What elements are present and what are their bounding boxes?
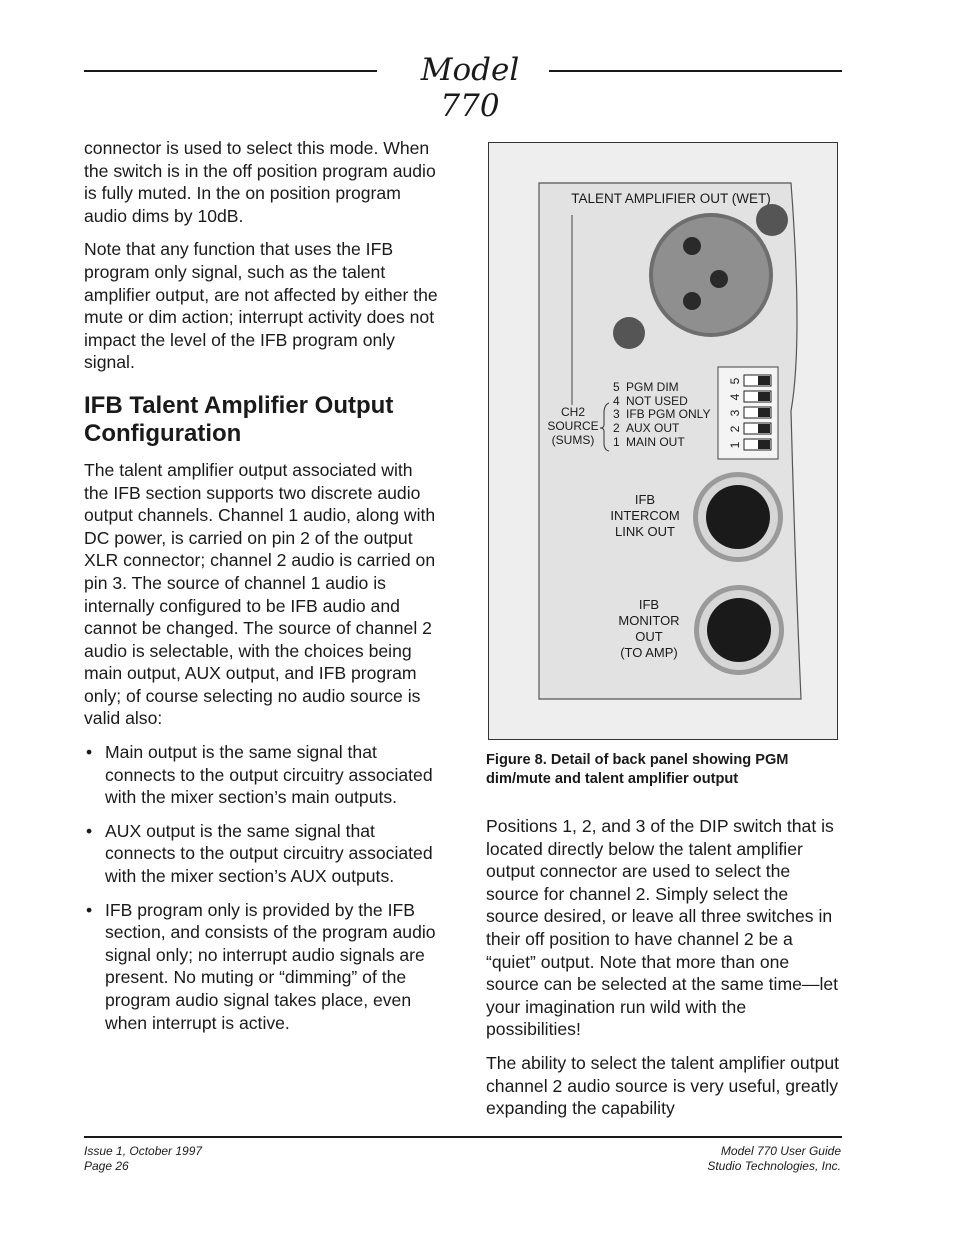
paragraph: Positions 1, 2, and 3 of the DIP switch that is located directly below the talent amplifier output connector are used to select the source for channel 2. Simply select the source desired, or leave all three switches in their off position to have channel 2 be a “quiet” output. Note that more than one source can be selected at the same time—let your imagination run wild with the possibilities! — [486, 816, 839, 1040]
page-header-title: Model 770 — [420, 52, 520, 124]
list-item — [84, 820, 440, 888]
paragraph: The ability to select the talent amplifier output channel 2 audio source is very useful, greatly expanding the capability — [486, 1052, 840, 1119]
ifb-monitor-jack — [707, 598, 771, 662]
list-item — [84, 899, 440, 1035]
paragraph: connector is used to select this mode. When the switch is in the off position program audio is fully muted. In the on position program audio dims by 10dB. — [84, 138, 436, 226]
dip-switch-number: 3 — [728, 409, 743, 417]
ifb-intercom-label-line: IFB — [634, 492, 656, 507]
ifb-monitor-label-line: MONITOR — [618, 613, 680, 628]
dip-switch-actuator — [758, 392, 770, 401]
ifb-intercom-label-line: LINK OUT — [615, 524, 675, 539]
xlr-pin — [710, 270, 728, 288]
dip-switch-actuator — [758, 440, 770, 449]
dip-label-text: IFB PGM ONLY — [626, 407, 711, 421]
list-item-text: Main output is the same signal that connects to the output circuitry associated with the mixer section’s main outputs. — [105, 742, 433, 808]
dip-label-number: 3 — [613, 407, 620, 421]
dip-switch-number: 4 — [728, 393, 743, 401]
bullet-list — [84, 741, 440, 1034]
footer-issue: Issue 1, October 1997 — [84, 1144, 203, 1158]
footer-company: Studio Technologies, Inc. — [707, 1159, 841, 1173]
footer-left — [84, 1144, 202, 1174]
dip-switch-number: 1 — [728, 441, 743, 449]
dip-switch-actuator — [758, 376, 770, 385]
xlr-pin — [683, 292, 701, 310]
footer-right — [707, 1144, 841, 1174]
paragraph: Note that any function that uses the IFB program only signal, such as the talent amplifier output, are not affected by either the mute or dim action; interrupt activity does not impact the level of the IFB program only signal. — [84, 239, 438, 373]
footer-page-number: Page 26 — [84, 1159, 129, 1173]
ch2-label-line: (SUMS) — [551, 433, 595, 447]
dip-label-text: AUX OUT — [626, 421, 680, 435]
header-rule-right — [549, 70, 842, 72]
footer-rule — [84, 1136, 842, 1138]
left-column — [84, 137, 440, 1045]
back-panel-diagram — [489, 143, 837, 739]
ifb-intercom-jack — [706, 485, 770, 549]
dip-switch-number: 2 — [728, 425, 743, 433]
dip-switch-actuator — [758, 408, 770, 417]
bullet-marker: • — [86, 820, 93, 841]
right-column — [486, 815, 841, 1131]
talent-amp-label: TALENT AMPLIFIER OUT (WET) — [571, 191, 771, 206]
ifb-monitor-label-line: IFB — [638, 597, 660, 612]
bullet-marker: • — [86, 899, 93, 920]
dip-switch-number: 5 — [728, 377, 743, 385]
mounting-screw — [613, 317, 645, 349]
section-heading: IFB Talent Amplifier Output Configuration — [84, 391, 394, 447]
dip-label-text: PGM DIM — [626, 380, 679, 394]
ifb-intercom-label-line: INTERCOM — [610, 508, 680, 523]
ch2-label-line: CH2 — [560, 405, 586, 419]
dip-label-row — [613, 407, 710, 421]
dip-label-text: NOT USED — [626, 394, 688, 408]
dip-label-number: 4 — [613, 394, 620, 408]
list-item — [84, 741, 440, 809]
dip-label-number: 5 — [613, 380, 620, 394]
ifb-monitor-label-line: (TO AMP) — [620, 645, 678, 660]
dip-label-number: 2 — [613, 421, 620, 435]
bullet-marker: • — [86, 742, 93, 763]
ch2-label-line: SOURCE — [547, 419, 599, 433]
dip-label-text: MAIN OUT — [626, 435, 685, 449]
header-rule-left — [84, 70, 377, 72]
footer-guide-title: Model 770 User Guide — [720, 1144, 841, 1158]
xlr-pin — [683, 237, 701, 255]
back-panel-figure — [488, 142, 838, 740]
ifb-monitor-label-line: OUT — [635, 629, 663, 644]
list-item-text: IFB program only is provided by the IFB section, and consists of the program audio signal only; no interrupt audio signals are present. No muting or “dimming” of the program audio signal takes place, even when interrupt is active. — [105, 899, 436, 1033]
list-item-text: AUX output is the same signal that connects to the output circuitry associated with the mixer section’s AUX outputs. — [105, 820, 433, 887]
paragraph: The talent amplifier output associated with the IFB section supports two discrete audio output channels. Channel 1 audio, along with DC power, is carried on pin 2 of the output XLR connector; channel 2 audio is carried on pin 3. The source of channel 1 audio is internally configured to be IFB audio and cannot be changed. The source of channel 2 audio is selectable, with the choices being main output, AUX output, and IFB program only; of course selecting no audio source is valid also: — [84, 459, 436, 729]
dip-switch-actuator — [758, 424, 770, 433]
figure-caption: Figure 8. Detail of back panel showing PGM dim/mute and talent amplifier output — [486, 752, 789, 787]
mounting-screw — [756, 204, 788, 236]
dip-label-number: 1 — [613, 435, 620, 449]
